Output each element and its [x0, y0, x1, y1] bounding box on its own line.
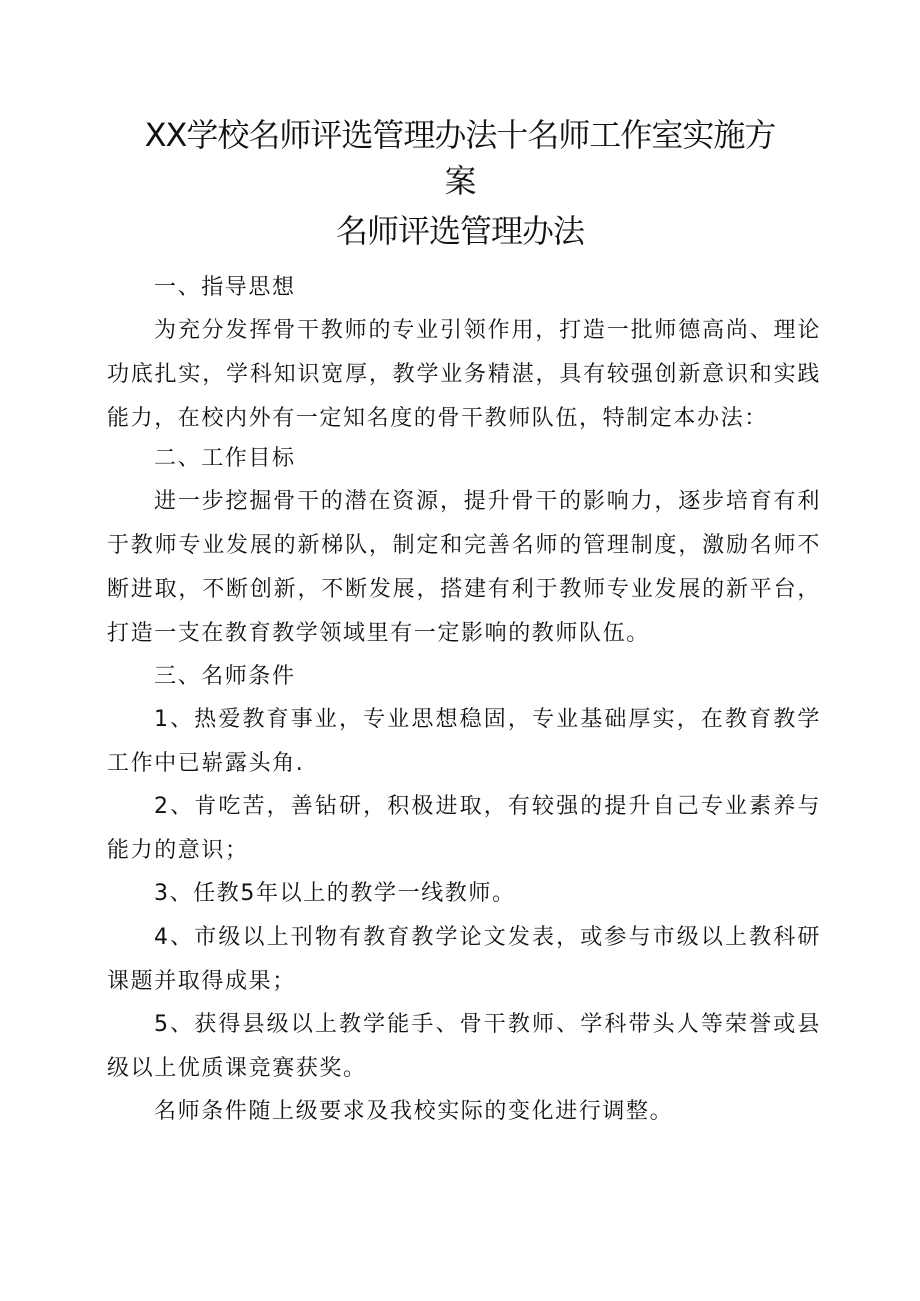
condition-item-2: 2、肯吃苦，善钻研，积极进取，有较强的提升自己专业素养与能力的意识； — [107, 794, 821, 863]
section-heading-teacher-conditions: 三、名师条件 — [154, 664, 296, 689]
document-title-line-2: 案 — [444, 162, 476, 200]
section-heading-work-goals: 二、工作目标 — [154, 446, 296, 471]
document-subtitle: 名师评选管理办法 — [335, 212, 584, 250]
condition-item-3: 3、任教5年以上的教学一线教师。 — [154, 881, 516, 906]
paragraph-work-goals: 进一步挖掘骨干的潜在资源，提升骨干的影响力，逐步培育有利于教师专业发展的新梯队，制定和完善名师的管理制度，激励名师不断进取，不断创新，不断发展，搭建有利于教师专业发展的新平台，打造一支在教育教学领域里有一定影响的教师队伍。 — [107, 489, 821, 646]
condition-item-4: 4、市级以上刊物有教育教学论文发表，或参与市级以上教科研课题并取得成果； — [107, 925, 821, 994]
section-heading-guiding-thought: 一、指导思想 — [154, 275, 296, 300]
conditions-note: 名师条件随上级要求及我校实际的变化进行调整。 — [154, 1099, 674, 1124]
document-title-line-1: XX学校名师评选管理办法十名师工作室实施方 — [144, 116, 776, 154]
paragraph-guiding-thought: 为充分发挥骨干教师的专业引领作用，打造一批师德高尚、理论功底扎实，学科知识宽厚，教学业务精湛，具有较强创新意识和实践能力，在校内外有一定知名度的骨干教师队伍，特制定本办法： — [107, 318, 821, 431]
condition-item-5: 5、获得县级以上教学能手、骨干教师、学科带头人等荣誉或县级以上优质课竞赛获奖。 — [107, 1012, 821, 1081]
condition-item-1: 1、热爱教育事业，专业思想稳固，专业基础厚实，在教育教学工作中已崭露头角. — [107, 707, 821, 776]
